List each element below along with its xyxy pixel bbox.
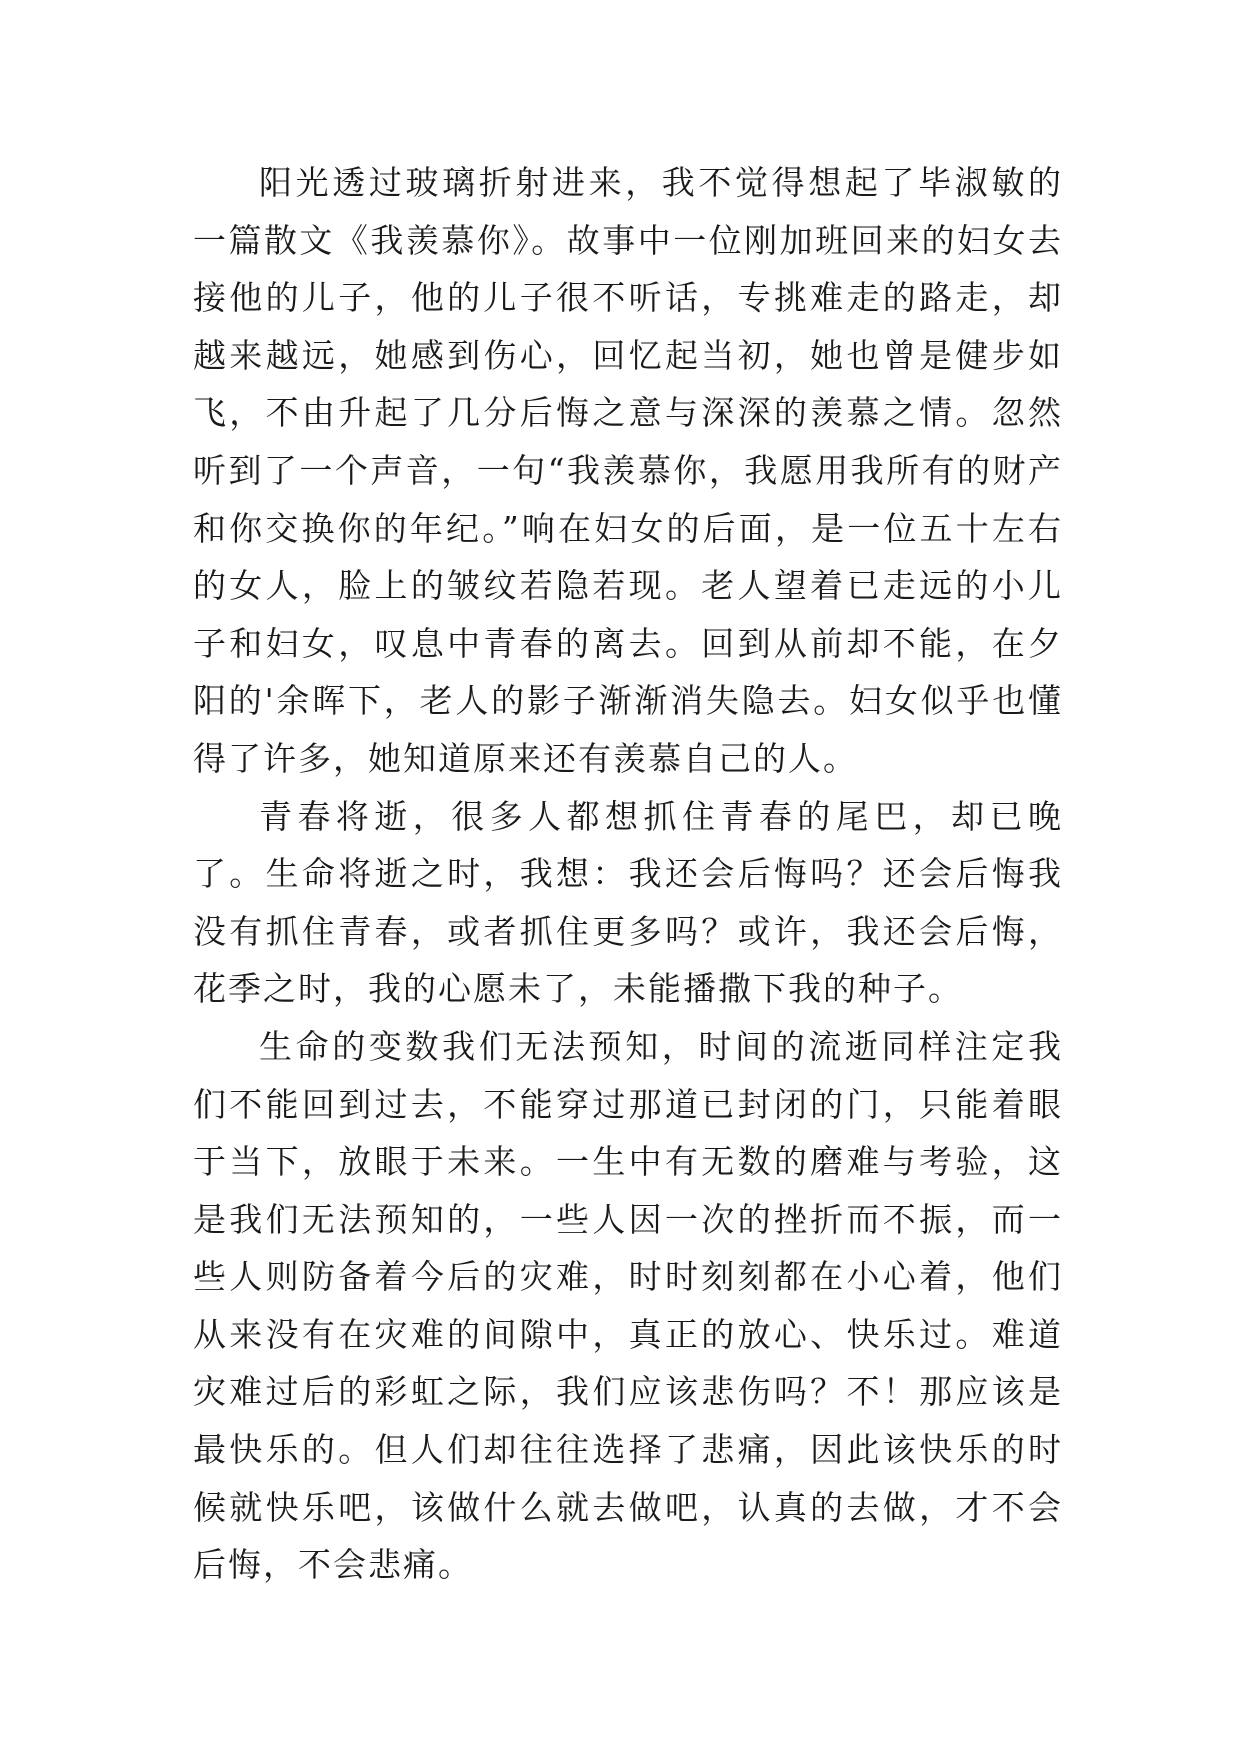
paragraph-1: 阳光透过玻璃折射进来，我不觉得想起了毕淑敏的一篇散文《我羡慕你》。故事中一位刚加班回来的妇女去接他的儿子，他的儿子很不听话，专挑难走的路走，却越来越远，她感到伤心，回忆起当初，她也曾是健步如飞，不由升起了几分后悔之意与深深的羡慕之情。忽然听到了一个声音，一句“我羡慕你，我愿用我所有的财产和你交换你的年纪。”响在妇女的后面，是一位五十左右的女人，脸上的皱纹若隐若现。老人望着已走远的小儿子和妇女，叹息中青春的离去。回到从前却不能，在夕阳的'余晖下，老人的影子渐渐消失隐去。妇女似乎也懂得了许多，她知道原来还有羡慕自己的人。	[193, 163, 1063, 778]
paragraph-3: 生命的变数我们无法预知，时间的流逝同样注定我们不能回到过去，不能穿过那道已封闭的门，只能着眼于当下，放眼于未来。一生中有无数的磨难与考验，这是我们无法预知的，一些人因一次的挫折而不振，而一些人则防备着今后的灾难，时时刻刻都在小心着，他们从来没有在灾难的间隙中，真正的放心、快乐过。难道灾难过后的彩虹之际，我们应该悲伤吗？不！那应该是最快乐的。但人们却往往选择了悲痛，因此该快乐的时候就快乐吧，该做什么就去做吧，认真的去做，才不会后悔，不会悲痛。	[193, 1026, 1063, 1585]
essay-body	[193, 154, 1063, 1594]
paragraph-2: 青春将逝，很多人都想抓住青春的尾巴，却已晚了。生命将逝之时，我想：我还会后悔吗？还会后悔我没有抓住青春，或者抓住更多吗？或许，我还会后悔，花季之时，我的心愿未了，未能播撒下我的种子。	[193, 796, 1063, 1009]
